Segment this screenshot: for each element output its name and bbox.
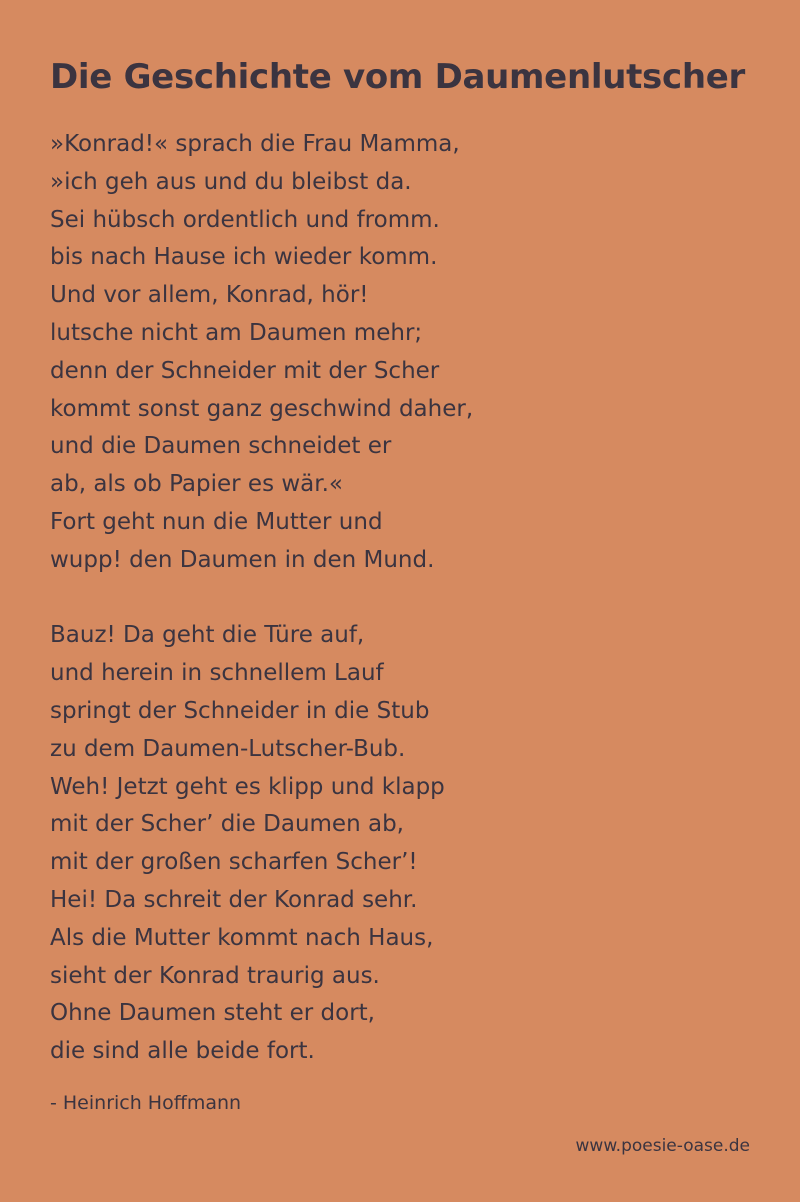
poem-line: wupp! den Daumen in den Mund. xyxy=(50,546,435,573)
poem-line: Sei hübsch ordentlich und fromm. xyxy=(50,206,440,233)
poem-line: und die Daumen schneidet er xyxy=(50,433,392,460)
poem-line: Bauz! Da geht die Türe auf, xyxy=(50,622,365,649)
poem-line: »Konrad!« sprach die Frau Mamma, xyxy=(50,131,460,157)
poem-line: die sind alle beide fort. xyxy=(50,1038,315,1065)
poem-line: Als die Mutter kommt nach Haus, xyxy=(50,924,434,951)
poem-line: und herein in schnellem Lauf xyxy=(50,660,384,687)
poem-line: zu dem Daumen-Lutscher-Bub. xyxy=(50,735,406,762)
poem-line: kommt sonst ganz geschwind daher, xyxy=(50,395,474,422)
website-credit: www.poesie-oase.de xyxy=(575,1136,750,1156)
poem-line: Und vor allem, Konrad, hör! xyxy=(50,282,369,309)
poem-line: mit der Scher’ die Daumen ab, xyxy=(50,811,404,838)
poem-line: sieht der Konrad traurig aus. xyxy=(50,962,380,989)
poem-line: springt der Schneider in die Stub xyxy=(50,697,430,724)
poem-line: denn der Schneider mit der Scher xyxy=(50,357,440,384)
poem-title: Die Geschichte vom Daumenlutscher xyxy=(50,57,745,97)
poem-line: »ich geh aus und du bleibst da. xyxy=(50,168,412,195)
poem-line: Fort geht nun die Mutter und xyxy=(50,508,383,535)
poem-line: bis nach Hause ich wieder komm. xyxy=(50,244,438,271)
poem-author: - Heinrich Hoffmann xyxy=(50,1092,242,1114)
poem-line: Hei! Da schreit der Konrad sehr. xyxy=(50,886,418,913)
stanza-1 xyxy=(50,126,473,580)
poem-line: Ohne Daumen steht er dort, xyxy=(50,1000,375,1027)
poem-line: ab, als ob Papier es wär.« xyxy=(50,471,343,498)
poem-line: mit der großen scharfen Scher’! xyxy=(50,849,418,876)
poem-body xyxy=(50,126,473,1071)
poem-line: Weh! Jetzt geht es klipp und klapp xyxy=(50,773,445,800)
poem-line: lutsche nicht am Daumen mehr; xyxy=(50,319,423,346)
stanza-2 xyxy=(50,617,473,1071)
